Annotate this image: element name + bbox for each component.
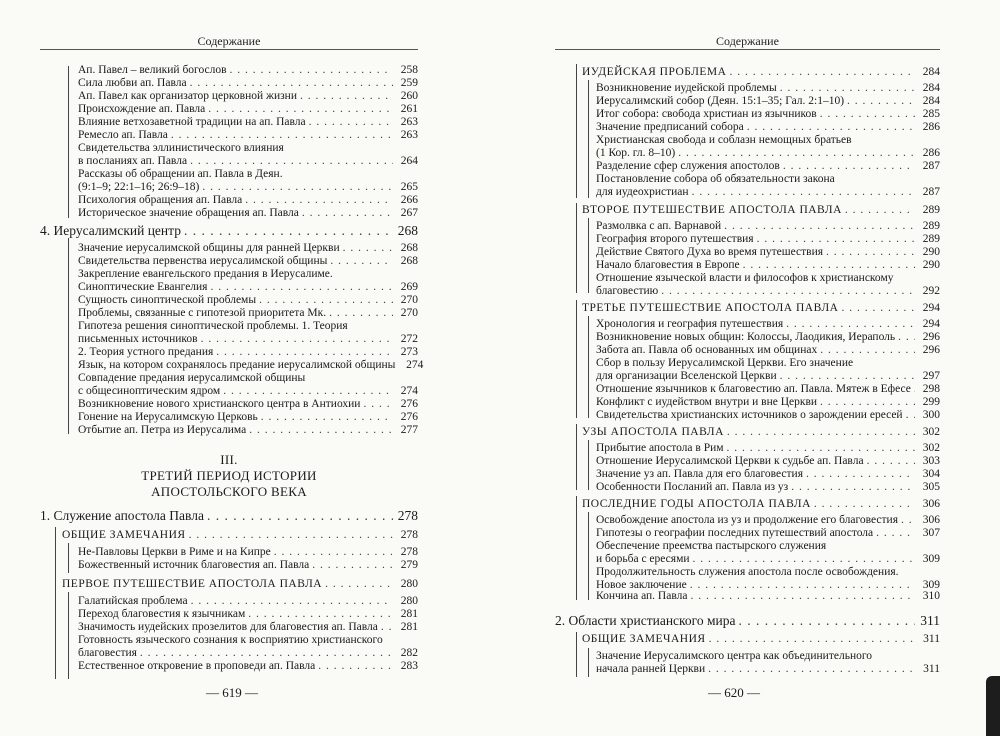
toc-entry[interactable]: Влияние ветхозаветной традиции на ап. Павла . . . 263 bbox=[78, 116, 418, 129]
page-number: — 619 — bbox=[206, 685, 258, 700]
section-bracket bbox=[588, 80, 589, 198]
toc-entry[interactable]: Особенности Посланий ап. Павла из уз . . . 305 bbox=[596, 481, 940, 494]
section-bracket bbox=[576, 64, 577, 198]
toc-entry[interactable]: Свидетельства первенства иерусалимской общины . . . 268 bbox=[78, 255, 418, 268]
toc-chapter[interactable]: 4. Иерусалимский центр . . . 268 bbox=[40, 223, 418, 238]
toc-entry[interactable]: Совпадение предания иерусалимской общины с общесиноптическим ядром . . . 274 bbox=[78, 372, 418, 398]
toc-entry[interactable]: Отношение языческой власти и философов к христианскому благовестию . . . 292 bbox=[596, 272, 940, 298]
part-title-line-1: ТРЕТИЙ ПЕРИОД ИСТОРИИ bbox=[141, 468, 317, 483]
section-bracket bbox=[576, 424, 577, 490]
section-bracket bbox=[55, 527, 56, 679]
toc-chapter[interactable]: 1. Служение апостола Павла . . . 278 bbox=[40, 508, 418, 523]
right-page bbox=[500, 0, 1000, 736]
toc-entry[interactable]: Возникновение нового христианского центра в Антиохии . . . 276 bbox=[78, 398, 418, 411]
toc-entry[interactable]: Начало благовестия в Европе . . . 290 bbox=[596, 259, 940, 272]
section-bracket bbox=[576, 632, 577, 677]
toc-chapter[interactable]: 2. Области христианского мира . . . 311 bbox=[555, 613, 940, 628]
section-bracket bbox=[588, 316, 589, 418]
toc-section[interactable]: ИУДЕЙСКАЯ ПРОБЛЕМА . . . 284 bbox=[582, 66, 940, 79]
toc-entry[interactable]: Действие Святого Духа во время путешествия . . . 290 bbox=[596, 246, 940, 259]
toc-entry[interactable]: Забота ап. Павла об основанных им общинах . . . 296 bbox=[596, 344, 940, 357]
section-bracket bbox=[68, 592, 69, 679]
toc-entry[interactable]: Значение уз ап. Павла для его благовестия . . . 304 bbox=[596, 468, 940, 481]
toc-entry[interactable]: Галатийская проблема . . . 280 bbox=[78, 595, 418, 608]
page-number: — 620 — bbox=[708, 685, 760, 700]
toc-entry[interactable]: Рассказы об обращении ап. Павла в Деян. (9:1–9; 22:1–16; 26:9–18) . . . 265 bbox=[78, 168, 418, 194]
toc-section[interactable]: ПОСЛЕДНИЕ ГОДЫ АПОСТОЛА ПАВЛА . . . 306 bbox=[582, 498, 940, 511]
toc-entry[interactable]: Значимость иудейских прозелитов для благовестия ап. Павла . . . 281 bbox=[78, 621, 418, 634]
section-bracket bbox=[588, 440, 589, 490]
section-bracket bbox=[576, 300, 577, 418]
toc-entry[interactable]: Гипотезы о географии последних путешествий апостола . . . 307 bbox=[596, 527, 940, 540]
toc-entry[interactable]: Язык, на котором сохранялось предание иерусалимской общины 274 bbox=[78, 359, 424, 371]
toc-entry[interactable]: Продолжительность служения апостола после освобождения. Новое заключение . . . 309 bbox=[596, 566, 940, 592]
toc-entry[interactable]: Ремесло ап. Павла . . . 263 bbox=[78, 129, 418, 142]
toc-list bbox=[500, 0, 1000, 736]
toc-entry[interactable]: Гонение на Иерусалимскую Церковь . . . 276 bbox=[78, 411, 418, 424]
toc-entry[interactable]: Свидетельства эллинистического влияния в посланиях ап. Павла . . . 264 bbox=[78, 142, 418, 168]
section-bracket bbox=[68, 66, 69, 218]
part-numeral: III. bbox=[220, 452, 238, 467]
toc-entry[interactable]: Размолвка с ап. Варнавой . . . 289 bbox=[596, 220, 940, 233]
toc-entry[interactable]: Возникновение новых общин: Колоссы, Лаодикия, Иераполь . . . 296 bbox=[596, 331, 940, 344]
toc-entry[interactable]: 2. Теория устного предания . . . 273 bbox=[78, 346, 418, 359]
running-header: Содержание bbox=[716, 34, 779, 48]
toc-entry[interactable]: Не-Павловы Церкви в Риме и на Кипре . . . 278 bbox=[78, 546, 418, 559]
toc-section[interactable]: ВТОРОЕ ПУТЕШЕСТВИЕ АПОСТОЛА ПАВЛА . . . 289 bbox=[582, 204, 940, 217]
toc-entry[interactable]: Готовность языческого сознания к восприятию христианского благовестия . . . 282 bbox=[78, 634, 418, 660]
section-bracket bbox=[68, 238, 69, 434]
toc-entry[interactable]: Отбытие ап. Петра из Иерусалима . . . 277 bbox=[78, 424, 418, 437]
toc-entry[interactable]: Итог собора: свобода христиан из язычников . . . 285 bbox=[596, 108, 940, 121]
toc-entry[interactable]: Отношение Иерусалимской Церкви к судьбе ап. Павла . . . 303 bbox=[596, 455, 940, 468]
toc-entry[interactable]: Сила любви ап. Павла . . . 259 bbox=[78, 77, 418, 90]
toc-entry[interactable]: Конфликт с иудейством внутри и вне Церкви . . . 299 bbox=[596, 396, 940, 409]
toc-entry[interactable]: Отношение язычников к благовестию ап. Павла. Мятеж в Ефесе . . . 298 bbox=[596, 383, 940, 396]
device-corner bbox=[986, 676, 1000, 736]
toc-entry[interactable]: Естественное откровение в проповеди ап. Павла . . . 283 bbox=[78, 660, 418, 673]
toc-entry[interactable]: Проблемы, связанные с гипотезой приоритета Мк. . . . 270 bbox=[78, 307, 418, 320]
part-title-line-2: АПОСТОЛЬСКОГО ВЕКА bbox=[151, 484, 307, 499]
part-heading bbox=[40, 452, 418, 500]
toc-entry[interactable]: Кончина ап. Павла . . . 310 bbox=[596, 590, 940, 603]
toc-entry[interactable]: Историческое значение обращения ап. Павла . . . 267 bbox=[78, 207, 418, 220]
toc-entry[interactable]: Сущность синоптической проблемы . . . 270 bbox=[78, 294, 418, 307]
toc-entry[interactable]: Гипотеза решения синоптической проблемы. 1. Теория письменных источников . . . 272 bbox=[78, 320, 418, 346]
toc-entry[interactable]: Закрепление евангельского предания в Иерусалиме. Синоптические Евангелия . . . 269 bbox=[78, 268, 418, 294]
toc-entry[interactable]: Свидетельства христианских источников о зарождении ересей . . . 300 bbox=[596, 409, 940, 422]
toc-entry[interactable]: Возникновение иудейской проблемы . . . 284 bbox=[596, 82, 940, 95]
toc-entry[interactable]: Происхождение ап. Павла . . . 261 bbox=[78, 103, 418, 116]
section-bracket bbox=[588, 648, 589, 677]
toc-entry[interactable]: Прибытие апостола в Рим . . . 302 bbox=[596, 442, 940, 455]
toc-section[interactable]: ОБЩИЕ ЗАМЕЧАНИЯ . . . 311 bbox=[582, 633, 940, 646]
section-bracket bbox=[576, 496, 577, 600]
toc-section[interactable]: ТРЕТЬЕ ПУТЕШЕСТВИЕ АПОСТОЛА ПАВЛА . . . 294 bbox=[582, 302, 940, 315]
toc-entry[interactable]: Хронология и география путешествия . . . 294 bbox=[596, 318, 940, 331]
toc-section[interactable]: УЗЫ АПОСТОЛА ПАВЛА . . . 302 bbox=[582, 426, 940, 439]
toc-entry[interactable]: Переход благовестия к язычникам . . . 281 bbox=[78, 608, 418, 621]
toc-section[interactable]: ПЕРВОЕ ПУТЕШЕСТВИЕ АПОСТОЛА ПАВЛА . . . 280 bbox=[62, 578, 418, 591]
toc-entry[interactable]: Значение Иерусалимского центра как объединительного начала ранней Церкви . . . 311 bbox=[596, 650, 940, 676]
toc-section[interactable]: ОБЩИЕ ЗАМЕЧАНИЯ . . . 278 bbox=[62, 529, 418, 542]
toc-entry[interactable]: Христианская свобода и соблазн немощных братьев (1 Кор. гл. 8–10) . . . 286 bbox=[596, 134, 940, 160]
toc-entry[interactable]: Ап. Павел – великий богослов . . . 258 bbox=[78, 64, 418, 77]
toc-entry[interactable]: Значение иерусалимской общины для ранней Церкви . . . 268 bbox=[78, 242, 418, 255]
section-bracket bbox=[576, 203, 577, 293]
toc-entry[interactable]: Ап. Павел как организатор церковной жизни . . . 260 bbox=[78, 90, 418, 103]
toc-entry[interactable]: Постановление собора об обязательности закона для иудеохристиан . . . 287 bbox=[596, 173, 940, 199]
toc-entry[interactable]: Психология обращения ап. Павла . . . 266 bbox=[78, 194, 418, 207]
running-header: Содержание bbox=[197, 34, 261, 48]
section-bracket bbox=[68, 543, 69, 573]
section-bracket bbox=[588, 512, 589, 600]
toc-entry[interactable]: Освобождение апостола из уз и продолжение его благовестия . . . 306 bbox=[596, 514, 940, 527]
toc-entry[interactable]: Обеспечение преемства пастырского служения и борьба с ересями . . . 309 bbox=[596, 540, 940, 566]
toc-entry[interactable]: Разделение сфер служения апостолов . . . 287 bbox=[596, 160, 940, 173]
toc-entry[interactable]: Божественный источник благовестия ап. Павла . . . 279 bbox=[78, 559, 418, 572]
toc-entry[interactable]: Значение предписаний собора . . . 286 bbox=[596, 121, 940, 134]
toc-entry[interactable]: Иерусалимский собор (Деян. 15:1–35; Гал. 2:1–10) . . . 284 bbox=[596, 95, 940, 108]
section-bracket bbox=[588, 218, 589, 293]
toc-entry[interactable]: География второго путешествия . . . 289 bbox=[596, 233, 940, 246]
toc-entry[interactable]: Сбор в пользу Иерусалимской Церкви. Его значение для организации Вселенской Церкви . . . 297 bbox=[596, 357, 940, 383]
